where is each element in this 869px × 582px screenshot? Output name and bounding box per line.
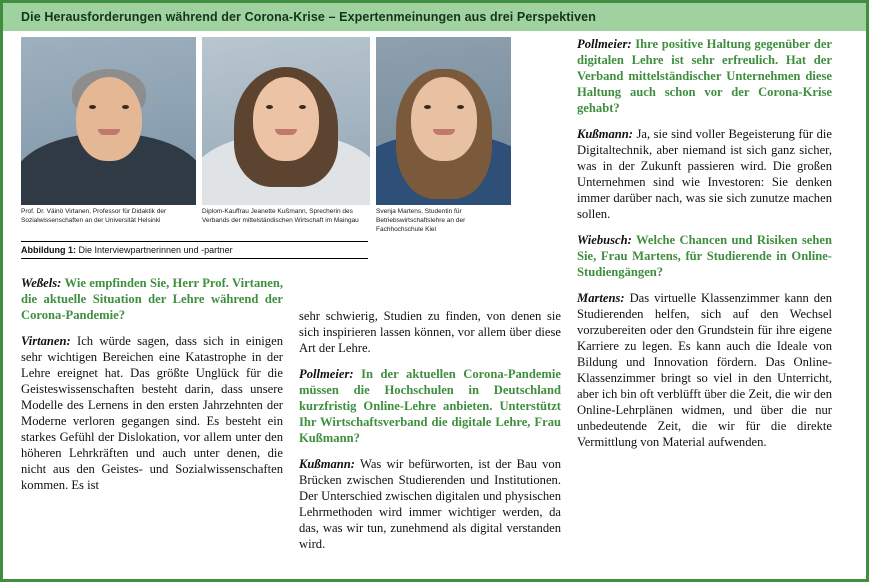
speaker-name: Pollmeier: xyxy=(299,366,354,381)
answer-text: Ich würde sagen, dass sich in einigen sehr wichtigen Bereichen eine Katastrophe in der Lehre ereignet hat. Das größte Unglück für die Geisteswissenschaften besteht darin, dass unsere Modelle des Lernens in den ersten Jahrzehnten der Moderne verloren gegangen sind. Es besteht ein starkes Gefühl der Dislokation, vor allem unter den höheren Lehrkräften und auch unter denen, die nicht aus den Geistes- und Sozialwissenschaften kommen. Es ist xyxy=(21,334,283,493)
speaker-name: Kußmann: xyxy=(577,126,633,141)
figure-label-number: Abbildung 1: xyxy=(21,245,76,256)
page-title: Die Herausforderungen während der Corona-Krise – Expertenmeinungen aus drei Perspektiven xyxy=(3,3,866,31)
paragraph-question-wiebusch xyxy=(577,233,832,281)
answer-text: sehr schwierig, Studien zu finden, von denen sie sich inspirieren lassen können, vor allem über diese Art der Lehre. xyxy=(299,309,561,355)
paragraph-answer-kussmann-1 xyxy=(299,457,561,553)
speaker-name: Pollmeier: xyxy=(577,37,632,51)
question-text: Welche Chancen und Risiken sehen Sie, Frau Martens, für Studierende in Online-Studiengängen? xyxy=(577,232,832,279)
portrait-virtanen xyxy=(21,37,196,205)
photo-caption-kussmann: Diplom-Kauffrau Jeanette Kußmann, Sprecherin des Verbands der mittelständischen Wirtschaft im Maingau xyxy=(202,208,359,224)
column-middle xyxy=(299,37,561,579)
document-body xyxy=(3,31,866,579)
figure-label-text: Die Interviewpartnerinnen und -partner xyxy=(76,245,233,256)
question-text: Ihre positive Haltung gegenüber der digitalen Lehre ist sehr erfreulich. Hat der Verband mittelständischer Unternehmen diese Haltung auch schon vor der Corona-Krise gehabt? xyxy=(577,37,832,115)
speaker-name: Virtanen: xyxy=(21,334,71,349)
paragraph-answer-virtanen xyxy=(21,334,283,494)
figure-overlap-spacer xyxy=(299,37,561,309)
photo-caption-martens: Svenja Martens, Studentin für Betriebswirtschaftslehre an der Fachhochschule Kiel xyxy=(376,208,466,233)
portrait-mouth xyxy=(98,129,120,135)
speaker-name: Wiebusch: xyxy=(577,232,632,247)
answer-text: Das virtuelle Klassenzimmer kann den Studierenden helfen, sich auf den Wechsel vorzubereiten oder den Grundstein für ihre eigene Karriere zu legen. Es kann auch die Ideale von Bildung und Innovation fördern. Das Online-Klassenzimmer bringt so viel in den Unterricht, aber ich bin oft verblüfft über die Zeit, die wir den Online-Lehrplänen widmen, und über die nur unbedeutende Zeit, die wir für die direkte Vermittlung von Material aufwenden. xyxy=(577,290,832,449)
speaker-name: Weßels: xyxy=(21,276,62,291)
column-right xyxy=(577,37,832,579)
paragraph-answer-martens xyxy=(577,291,832,451)
portrait-eye-left xyxy=(89,105,96,109)
paragraph-question-wessels xyxy=(21,276,283,324)
paragraph-answer-kussmann-2 xyxy=(577,127,832,223)
three-column-layout xyxy=(21,37,852,579)
paragraph-answer-virtanen-cont xyxy=(299,309,561,357)
portrait-eye-left xyxy=(266,105,273,109)
portrait-eye-right xyxy=(122,105,129,109)
paragraph-question-pollmeier-2 xyxy=(577,37,832,117)
portrait-mouth xyxy=(275,129,297,135)
question-text: In der aktuellen Corona-Pandemie müssen die Hochschulen in Deutschland kurzfristig Online-Lehre anbieten. Unterstützt Ihr Wirtschaftsverband die digitale Lehre, Frau Kußmann? xyxy=(299,366,561,445)
answer-text: Was wir befürworten, ist der Bau von Brücken zwischen Studierenden und Institutionen. Der Unterschied zwischen digitalen und physischen Lehrmethoden wird immer wichtiger werden, da das, was wir tun, zunehmend als digital verstanden wird. xyxy=(299,456,561,551)
speaker-name: Martens: xyxy=(577,290,625,305)
question-text: Wie empfinden Sie, Herr Prof. Virtanen, die aktuelle Situation der Lehre während der Corona-Pandemie? xyxy=(21,276,283,323)
photo-caption-virtanen: Prof. Dr. Väinö Virtanen, Professor für Didaktik der Sozialwissenschaften an der Universität Helsinki xyxy=(21,208,167,224)
paragraph-question-pollmeier-1 xyxy=(299,367,561,447)
answer-text: Ja, sie sind voller Begeisterung für die Digitaltechnik, aber niemand ist sich ganz sicher, was in der Zukunft passieren wird. Die großen Unternehmen sind wie Investoren: Sie denken immer darüber nach, was sie sich zunutze machen sollen. xyxy=(577,126,832,221)
portrait-face xyxy=(76,77,142,161)
speaker-name: Kußmann: xyxy=(299,456,355,471)
